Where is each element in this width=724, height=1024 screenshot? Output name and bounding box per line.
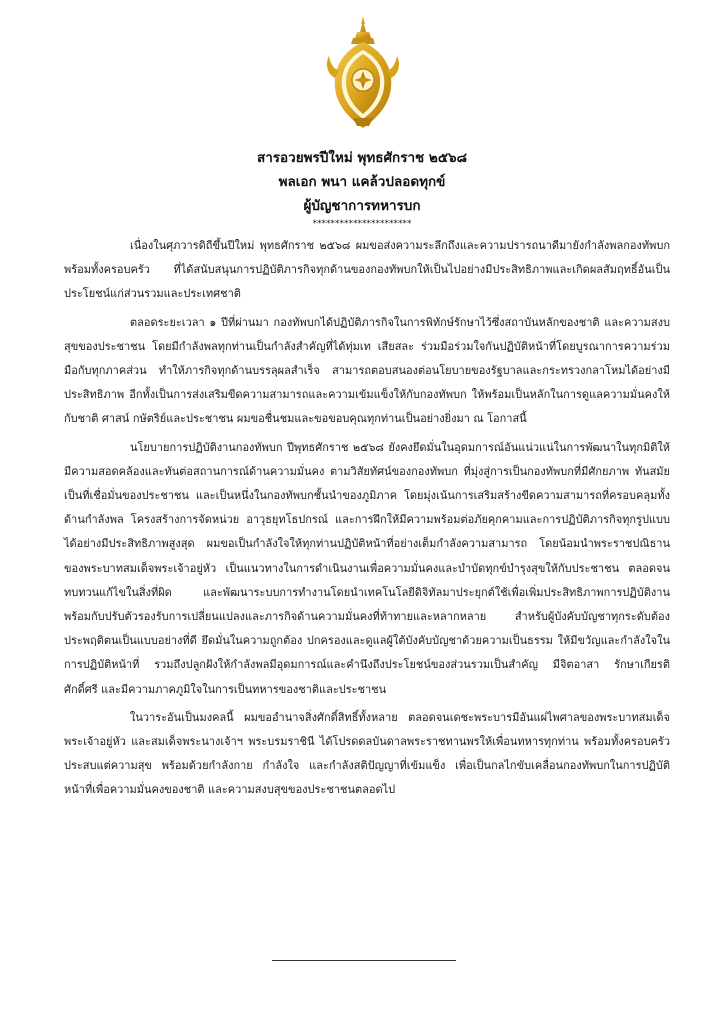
author-position: ผู้บัญชาการทหารบก bbox=[303, 198, 421, 214]
paragraph-blessing: ในวาระอันเป็นมงคลนี้ ผมขออำนาจสิ่งศักดิ์สิทธิ์ทั้งหลาย ตลอดจนเดชะพระบารมีอันแผ่ไพศาลของพระบาทสมเด็จพระเจ้าอยู่หัว และสมเด็จพระนางเจ้าฯ พระบรมราชินี ได้โปรดดลบันดาลพระราชทานพรให้เพื่อนทหารทุกท่าน พร้อมทั้งครอบครัว ประสบแต่ความสุข พร้อมด้วยกำลังกาย กำลังใจ และกำลังสติปัญญาที่เข้มแข็ง เพื่อเป็นกลไกขับเคลื่อนกองทัพบกในการปฏิบัติหน้าที่เพื่อความมั่นคงของชาติ และความสงบสุขของประชาชนตลอดไป bbox=[64, 710, 670, 797]
letter-header bbox=[0, 146, 724, 230]
royal-thai-army-emblem-icon bbox=[319, 14, 407, 132]
paragraph-greeting: เนื่องในศุภวารดิถีขึ้นปีใหม่ พุทธศักราช ๒๕๖๘ ผมขอส่งความระลึกถึงและความปรารถนาดีมายังกำลังพลกองทัพบก พร้อมทั้งครอบครัว ที่ได้สนับสนุนการปฏิบัติภารกิจทุกด้านของกองทัพบกให้เป็นไปอย่างมีประสิทธิภาพและเกิดผลสัมฤทธิ์อันเป็นประโยชน์แก่ส่วนรวมและประเทศชาติ bbox=[64, 239, 670, 301]
letter-title: สารอวยพรปีใหม่ พุทธศักราช ๒๕๖๘ bbox=[256, 150, 468, 166]
closing-divider bbox=[272, 960, 456, 961]
author-name: พลเอก พนา แคล้วปลอดทุกข์ bbox=[278, 174, 446, 190]
paragraph-past-year: ตลอดระยะเวลา ๑ ปีที่ผ่านมา กองทัพบกได้ปฏิบัติภารกิจในการพิทักษ์รักษาไว้ซึ่งสถาบันหลักของชาติ และความสงบสุขของประชาชน โดยมีกำลังพลทุกท่านเป็นกำลังสำคัญที่ได้ทุ่มเท เสียสละ ร่วมมือร่วมใจกันปฏิบัติหน้าที่โดยบูรณาการความร่วมมือกับทุกภาคส่วน ทำให้ภารกิจทุกด้านบรรลุผลสำเร็จ สามารถตอบสนองต่อนโยบายของรัฐบาลและกระทรวงกลาโหมได้อย่างมีประสิทธิภาพ อีกทั้งเป็นการส่งเสริมขีดความสามารถและความเข้มแข็งให้กับกองทัพบก ให้พร้อมเป็นหลักในการดูแลความมั่นคงให้กับชาติ ศาสน์ กษัตริย์และประชาชน ผมขอชื่นชมและขอขอบคุณทุกท่านเป็นอย่างยิ่งมา ณ โอกาสนี้ bbox=[64, 315, 670, 426]
paragraph-policy: นโยบายการปฏิบัติงานกองทัพบก ปีพุทธศักราช ๒๕๖๘ ยังคงยึดมั่นในอุดมการณ์อันแน่วแน่ในการพัฒนาในทุกมิติให้มีความสอดคล้องและทันต่อสถานการณ์ด้านความมั่นคง ตามวิสัยทัศน์ของกองทัพบก ที่มุ่งสู่การเป็นกองทัพบกที่มีศักยภาพ ทันสมัย เป็นที่เชื่อมั่นของประชาชน และเป็นหนึ่งในกองทัพบกชั้นนำของภูมิภาค โดยมุ่งเน้นการเสริมสร้างขีดความสามารถที่ครอบคลุมทั้งด้านกำลังพล โครงสร้างการจัดหน่วย อาวุธยุทโธปกรณ์ และการฝึกให้มีความพร้อมต่อภัยคุกคามและการปฏิบัติภารกิจทุกรูปแบบได้อย่างมีประสิทธิภาพสูงสุด ผมขอเป็นกำลังใจให้ทุกท่านปฏิบัติหน้าที่อย่างเต็มกำลังความสามารถ โดยน้อมนำพระราชปณิธานของพระบาทสมเด็จพระเจ้าอยู่หัว เป็นแนวทางในการดำเนินงานเพื่อความมั่นคงและบำบัดทุกข์บำรุงสุขให้กับประชาชน ตลอดจนทบทวนแก้ไขในสิ่งที่ผิด และพัฒนาระบบการทำงานโดยนำเทคโนโลยีดิจิทัลมาประยุกต์ใช้เพื่อเพิ่มประสิทธิภาพการปฏิบัติงาน พร้อมกับปรับตัวรองรับการเปลี่ยนแปลงและภารกิจด้านความมั่นคงที่ท้าทายและหลากหลาย สำหรับผู้บังคับบัญชาทุกระดับต้องประพฤติตนเป็นแบบอย่างที่ดี ยึดมั่นในความถูกต้อง ปกครองและดูแลผู้ใต้บังคับบัญชาด้วยความเป็นธรรม ให้มีขวัญและกำลังใจในการปฏิบัติหน้าที่ รวมถึงปลูกฝังให้กำลังพลมีอุดมการณ์และคำนึงถึงประโยชน์ของส่วนรวมเป็นสำคัญ มีจิตอาสา รักษาเกียรติ ศักดิ์ศรี และมีความภาคภูมิใจในการเป็นทหารของชาติและประชาชน bbox=[64, 440, 670, 696]
header-separator: ********************** bbox=[312, 219, 412, 229]
letter-body bbox=[64, 234, 670, 807]
